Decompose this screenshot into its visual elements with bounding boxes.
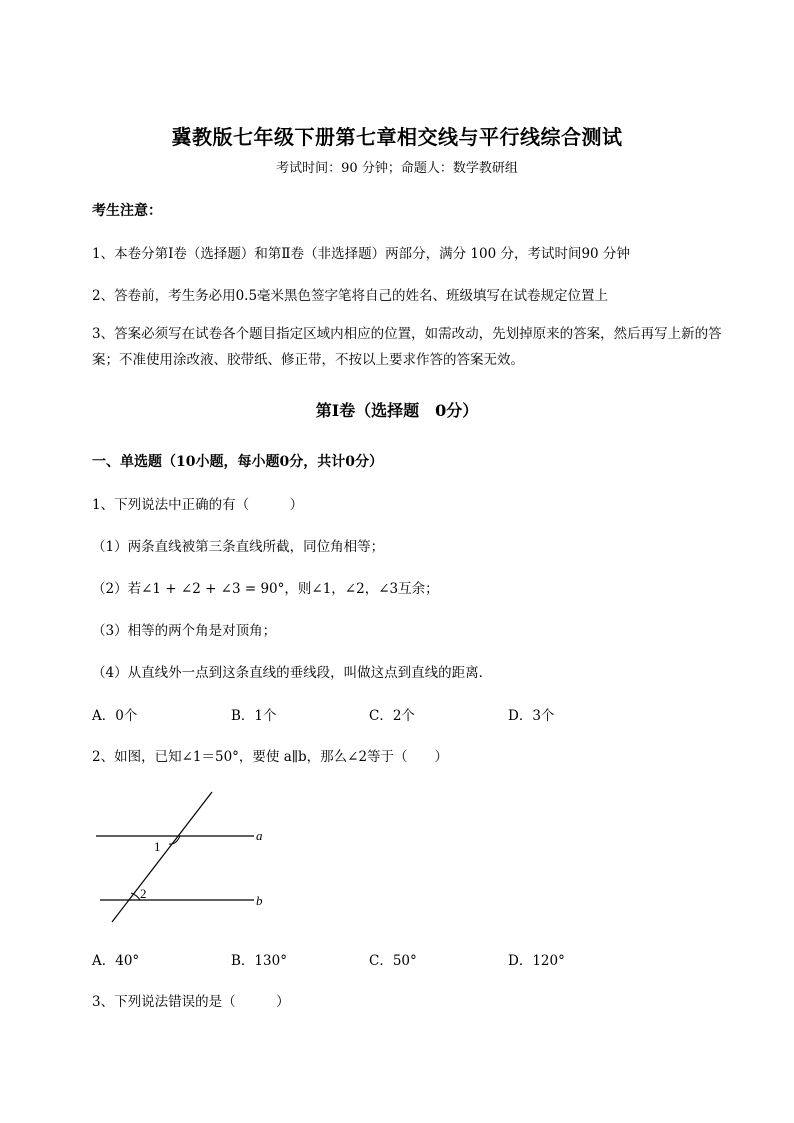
question-1-option-b: B．1个 [231, 708, 277, 724]
section-title: 第Ⅰ卷（选择题 0分） [315, 401, 479, 420]
question-2-option-d: D．120° [508, 953, 565, 969]
question-3-stem: 3、下列说法错误的是（ ） [92, 994, 290, 1010]
angle-1-label: 1 [154, 839, 161, 854]
exam-info: 考试时间：90 分钟；命题人：数学教研组 [276, 161, 518, 176]
notice-item-2: 2、答卷前，考生务必用0.5毫米黑色签字笔将自己的姓名、班级填写在试卷规定位置上 [92, 288, 609, 304]
question-1-statement-1: （1）两条直线被第三条直线所截，同位角相等； [92, 539, 385, 555]
notice-item-1: 1、本卷分第Ⅰ卷（选择题）和第Ⅱ卷（非选择题）两部分，满分 100 分，考试时间90 分钟 [92, 246, 630, 262]
part-title: 一、单选题（10小题，每小题0分，共计0分） [92, 454, 383, 470]
question-1-statement-3: （3）相等的两个角是对顶角； [92, 623, 277, 639]
question-1-statement-2: （2）若∠1 + ∠2 + ∠3 = 90°，则∠1，∠2，∠3互余； [92, 581, 439, 597]
question-2-option-c: C．50° [369, 953, 417, 969]
question-1-option-d: D．3个 [508, 708, 555, 724]
line-b-label: b [256, 893, 263, 908]
question-2-stem: 2、如图，已知∠1＝50°，要使 a∥b，那么∠2等于（ ） [92, 749, 449, 765]
notice-item-3: 3、答案必须写在试卷各个题目指定区域内相应的位置，如需改动，先划掉原来的答案，然后再写上新的答案；不准使用涂改液、胶带纸、修正带，不按以上要求作答的答案无效。 [92, 326, 722, 368]
question-1-option-a: A．0个 [92, 708, 138, 724]
question-2-option-b: B．130° [231, 953, 287, 969]
question-2-option-a: A．40° [92, 953, 140, 969]
page-title: 冀教版七年级下册第七章相交线与平行线综合测试 [171, 125, 623, 149]
parallel-lines-figure [92, 790, 282, 930]
line-a-label: a [256, 828, 263, 843]
notice-heading: 考生注意： [92, 203, 162, 219]
question-1-option-c: C．2个 [369, 708, 415, 724]
question-1-stem: 1、下列说法中正确的有（ ） [92, 497, 304, 513]
question-1-statement-4: （4）从直线外一点到这条直线的垂线段，叫做这点到直线的距离． [92, 665, 493, 681]
transversal-line [112, 792, 212, 922]
angle-2-label: 2 [140, 886, 147, 901]
